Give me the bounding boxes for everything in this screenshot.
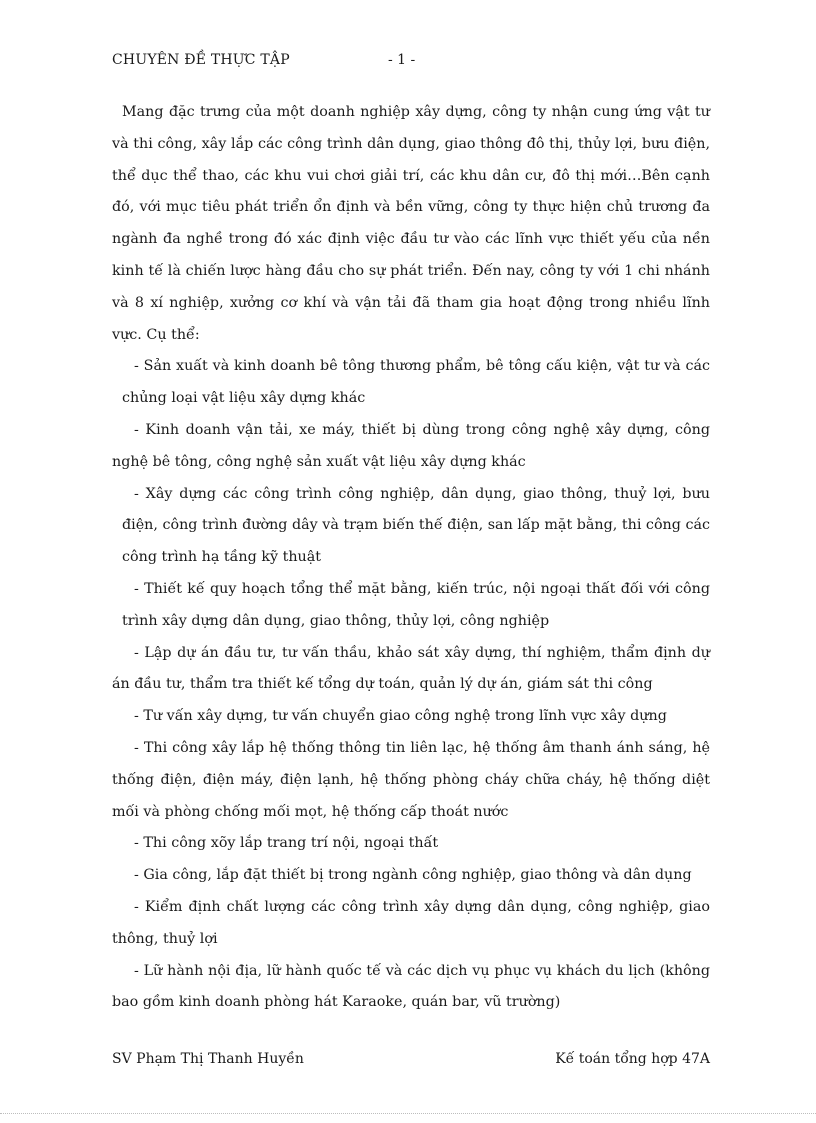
document-title: CHUYÊN ĐỀ THỰC TẬP bbox=[112, 52, 290, 68]
list-item: - Kinh doanh vận tải, xe máy, thiết bị dùng trong công nghệ xây dựng, công nghệ bê tông, công nghệ sản xuất vật liệu xây dựng khác bbox=[112, 421, 710, 470]
list-item: - Tư vấn xây dựng, tư vấn chuyển giao công nghệ trong lĩnh vực xây dựng bbox=[134, 708, 667, 725]
list-item: - Lữ hành nội địa, lữ hành quốc tế và các dịch vụ phục vụ khách du lịch (không bao gồm kinh doanh phòng hát Karaoke, quán bar, vũ trường) bbox=[112, 962, 710, 1011]
list-item: - Sản xuất và kinh doanh bê tông thương phẩm, bê tông cấu kiện, vật tư và các chủng loại vật liệu xây dựng khác bbox=[122, 358, 710, 407]
intro-paragraph: Mang đặc trưng của một doanh nghiệp xây dựng, công ty nhận cung ứng vật tư và thi công, xây lắp các công trình dân dụng, giao thông đô thị, thủy lợi, bưu điện, thể dục thể thao, các khu vui chơi giải trí, các khu dân cư, đô thị mới…Bên cạnh đó, với mục tiêu phát triển ổn định và bền vững, công ty thực hiện chủ trương đa ngành đa nghề trong đó xác định việc đầu tư vào các lĩnh vực thiết yếu của nền kinh tế là chiến lược hàng đầu cho sự phát triển. Đến nay, công ty với 1 chi nhánh và 8 xí nghiệp, xưởng cơ khí và vận tải đã tham gia hoạt động trong nhiều lĩnh vực. Cụ thể: bbox=[112, 104, 710, 343]
document-body bbox=[112, 97, 710, 1019]
list-item: - Kiểm định chất lượng các công trình xây dựng dân dụng, công nghiệp, giao thông, thuỷ lợi bbox=[112, 898, 710, 947]
list-item: - Lập dự án đầu tư, tư vấn thầu, khảo sát xây dựng, thí nghiệm, thẩm định dự án đầu tư, thẩm tra thiết kế tổng dự toán, quản lý dự án, giám sát thi công bbox=[112, 644, 710, 693]
footer-author: SV Phạm Thị Thanh Huyền bbox=[112, 1051, 304, 1067]
list-item: - Gia công, lắp đặt thiết bị trong ngành công nghiệp, giao thông và dân dụng bbox=[134, 867, 692, 884]
list-item: - Xây dựng các công trình công nghiệp, dân dụng, giao thông, thuỷ lợi, bưu điện, công trình đường dây và trạm biến thế điện, san lấp mặt bằng, thi công các công trình hạ tầng kỹ thuật bbox=[122, 485, 710, 566]
footer-class: Kế toán tổng hợp 47A bbox=[555, 1051, 710, 1067]
list-item: - Thiết kế quy hoạch tổng thể mặt bằng, kiến trúc, nội ngoại thất đối với công trình xây dựng dân dụng, giao thông, thủy lợi, công nghiệp bbox=[122, 580, 710, 629]
list-item: - Thi công xõy lắp trang trí nội, ngoại thất bbox=[134, 835, 439, 852]
list-item: - Thi công xây lắp hệ thống thông tin liên lạc, hệ thống âm thanh ánh sáng, hệ thống điện, điện máy, điện lạnh, hệ thống phòng cháy chữa cháy, hệ thống diệt mối và phòng chống mối mọt, hệ thống cấp thoát nước bbox=[112, 739, 710, 820]
page-footer bbox=[112, 1051, 710, 1073]
page-edge-divider bbox=[0, 1113, 816, 1114]
page-number: - 1 - bbox=[388, 52, 416, 68]
page-header bbox=[112, 52, 712, 74]
